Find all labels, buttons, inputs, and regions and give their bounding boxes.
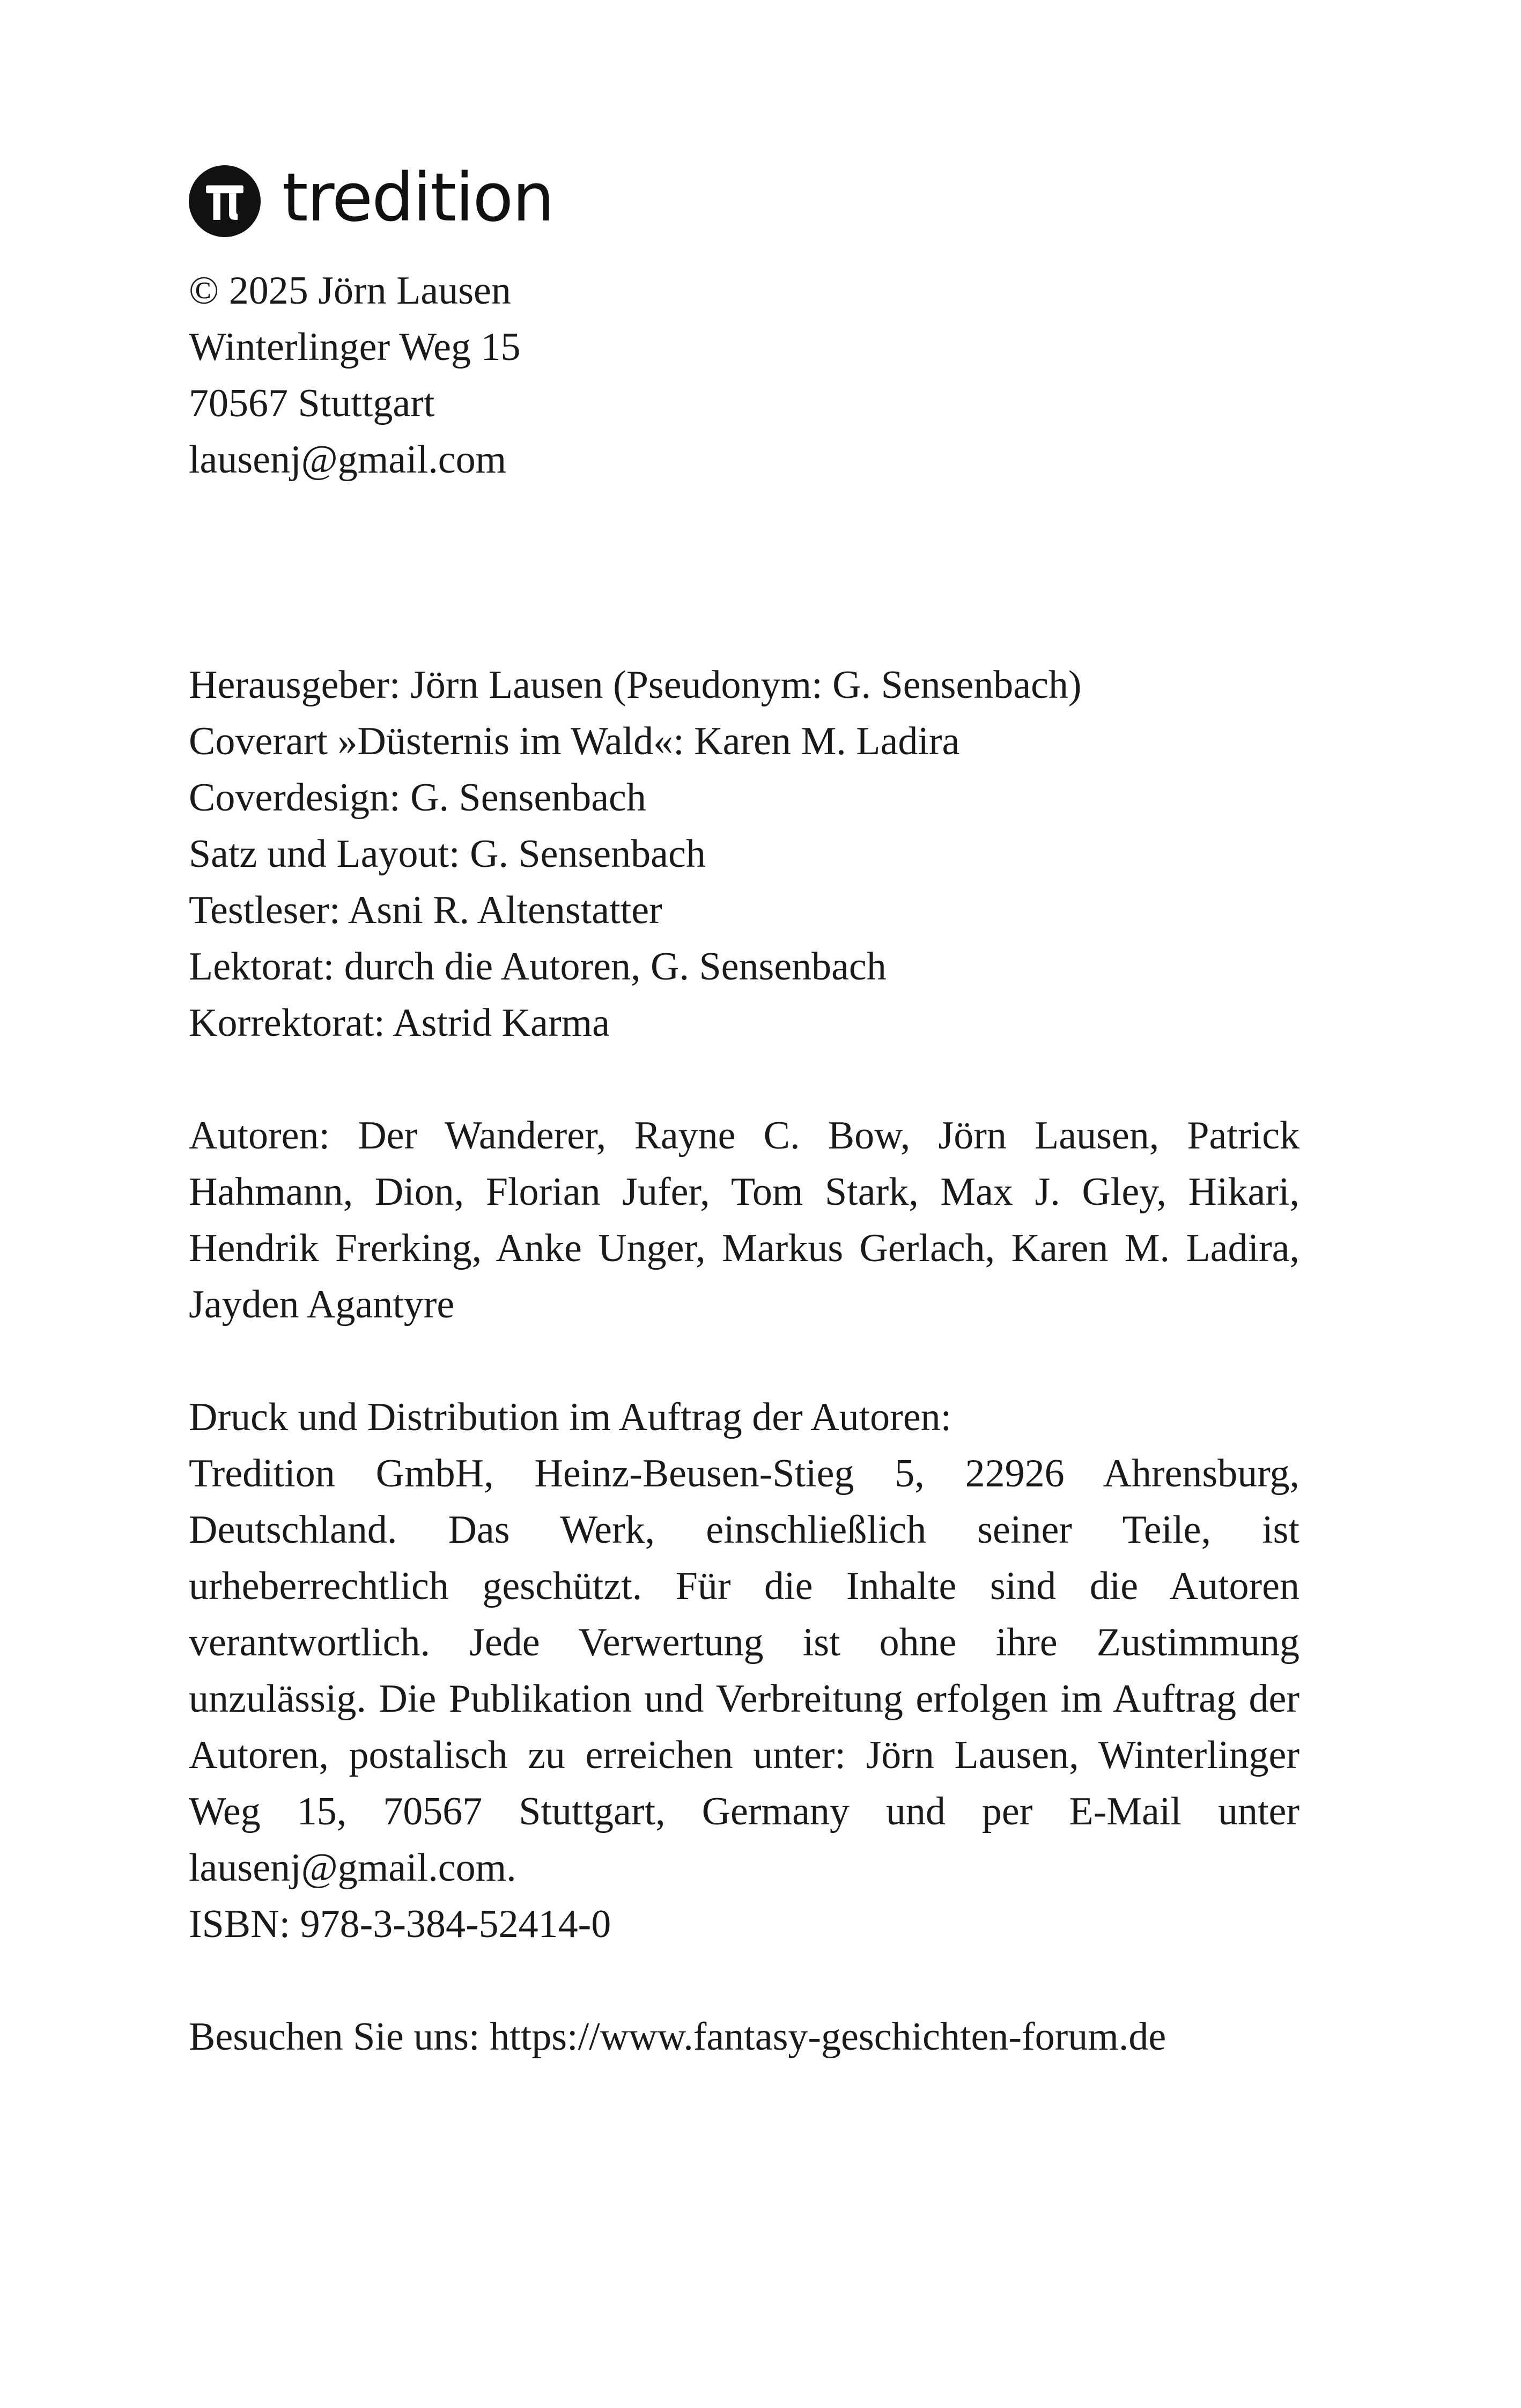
address-city: 70567 Stuttgart (189, 381, 435, 425)
publisher-logo (189, 161, 1300, 241)
print-distribution-block (189, 1389, 1300, 1953)
copyright-block (189, 263, 1300, 488)
print-body-text: Tredition GmbH, Heinz-Beusen-Stieg 5, 22926 Ahrensburg, Deutschland. Das Werk, einschließlich seiner Teile, ist urheberrechtlich geschützt. Für die Inhalte sind die Autoren verantwortlich. Jede Verwertung ist ohne ihre Zustimmung unzulässig. Die Publikation und Verbreitung erfolgen im Auftrag der Autoren, postalisch zu erreichen unter: Jörn Lausen, Winterlinger Weg 15, 70567 Stuttgart, Germany und per E-Mail unter lausenj@gmail.com. (189, 1452, 1300, 1890)
logo-wordmark: tredition (282, 159, 553, 237)
credit-coverart: Coverart »Düsternis im Wald«: Karen M. Ladira (189, 719, 960, 763)
credit-proofreading: Korrektorat: Astrid Karma (189, 1001, 610, 1045)
contact-email: lausenj@gmail.com (189, 438, 507, 482)
credit-publisher: Herausgeber: Jörn Lausen (Pseudonym: G. Sensenbach) (189, 663, 1082, 707)
isbn: ISBN: 978-3-384-52414-0 (189, 1902, 611, 1946)
credit-coverdesign: Coverdesign: G. Sensenbach (189, 776, 646, 820)
imprint-page (189, 161, 1300, 2065)
credits-block (189, 657, 1300, 1051)
address-street: Winterlinger Weg 15 (189, 325, 521, 369)
credit-layout: Satz und Layout: G. Sensenbach (189, 832, 706, 876)
authors-paragraph: Autoren: Der Wanderer, Rayne C. Bow, Jörn Lausen, Patrick Hahmann, Dion, Florian Jufer, Tom Stark, Max J. Gley, Hikari, Hendrik Frerking, Anke Unger, Markus Gerlach, Karen M. Ladira, Jayden Agantyre (189, 1114, 1300, 1327)
tredition-logo-icon (189, 165, 261, 237)
website-line: Besuchen Sie uns: https://www.fantasy-geschichten-forum.de (189, 2015, 1166, 2059)
credit-editing: Lektorat: durch die Autoren, G. Sensenbach (189, 945, 887, 989)
credit-testreader: Testleser: Asni R. Altenstatter (189, 888, 662, 932)
print-heading: Druck und Distribution im Auftrag der Autoren: (189, 1395, 952, 1439)
copyright-line: © 2025 Jörn Lausen (189, 269, 511, 313)
